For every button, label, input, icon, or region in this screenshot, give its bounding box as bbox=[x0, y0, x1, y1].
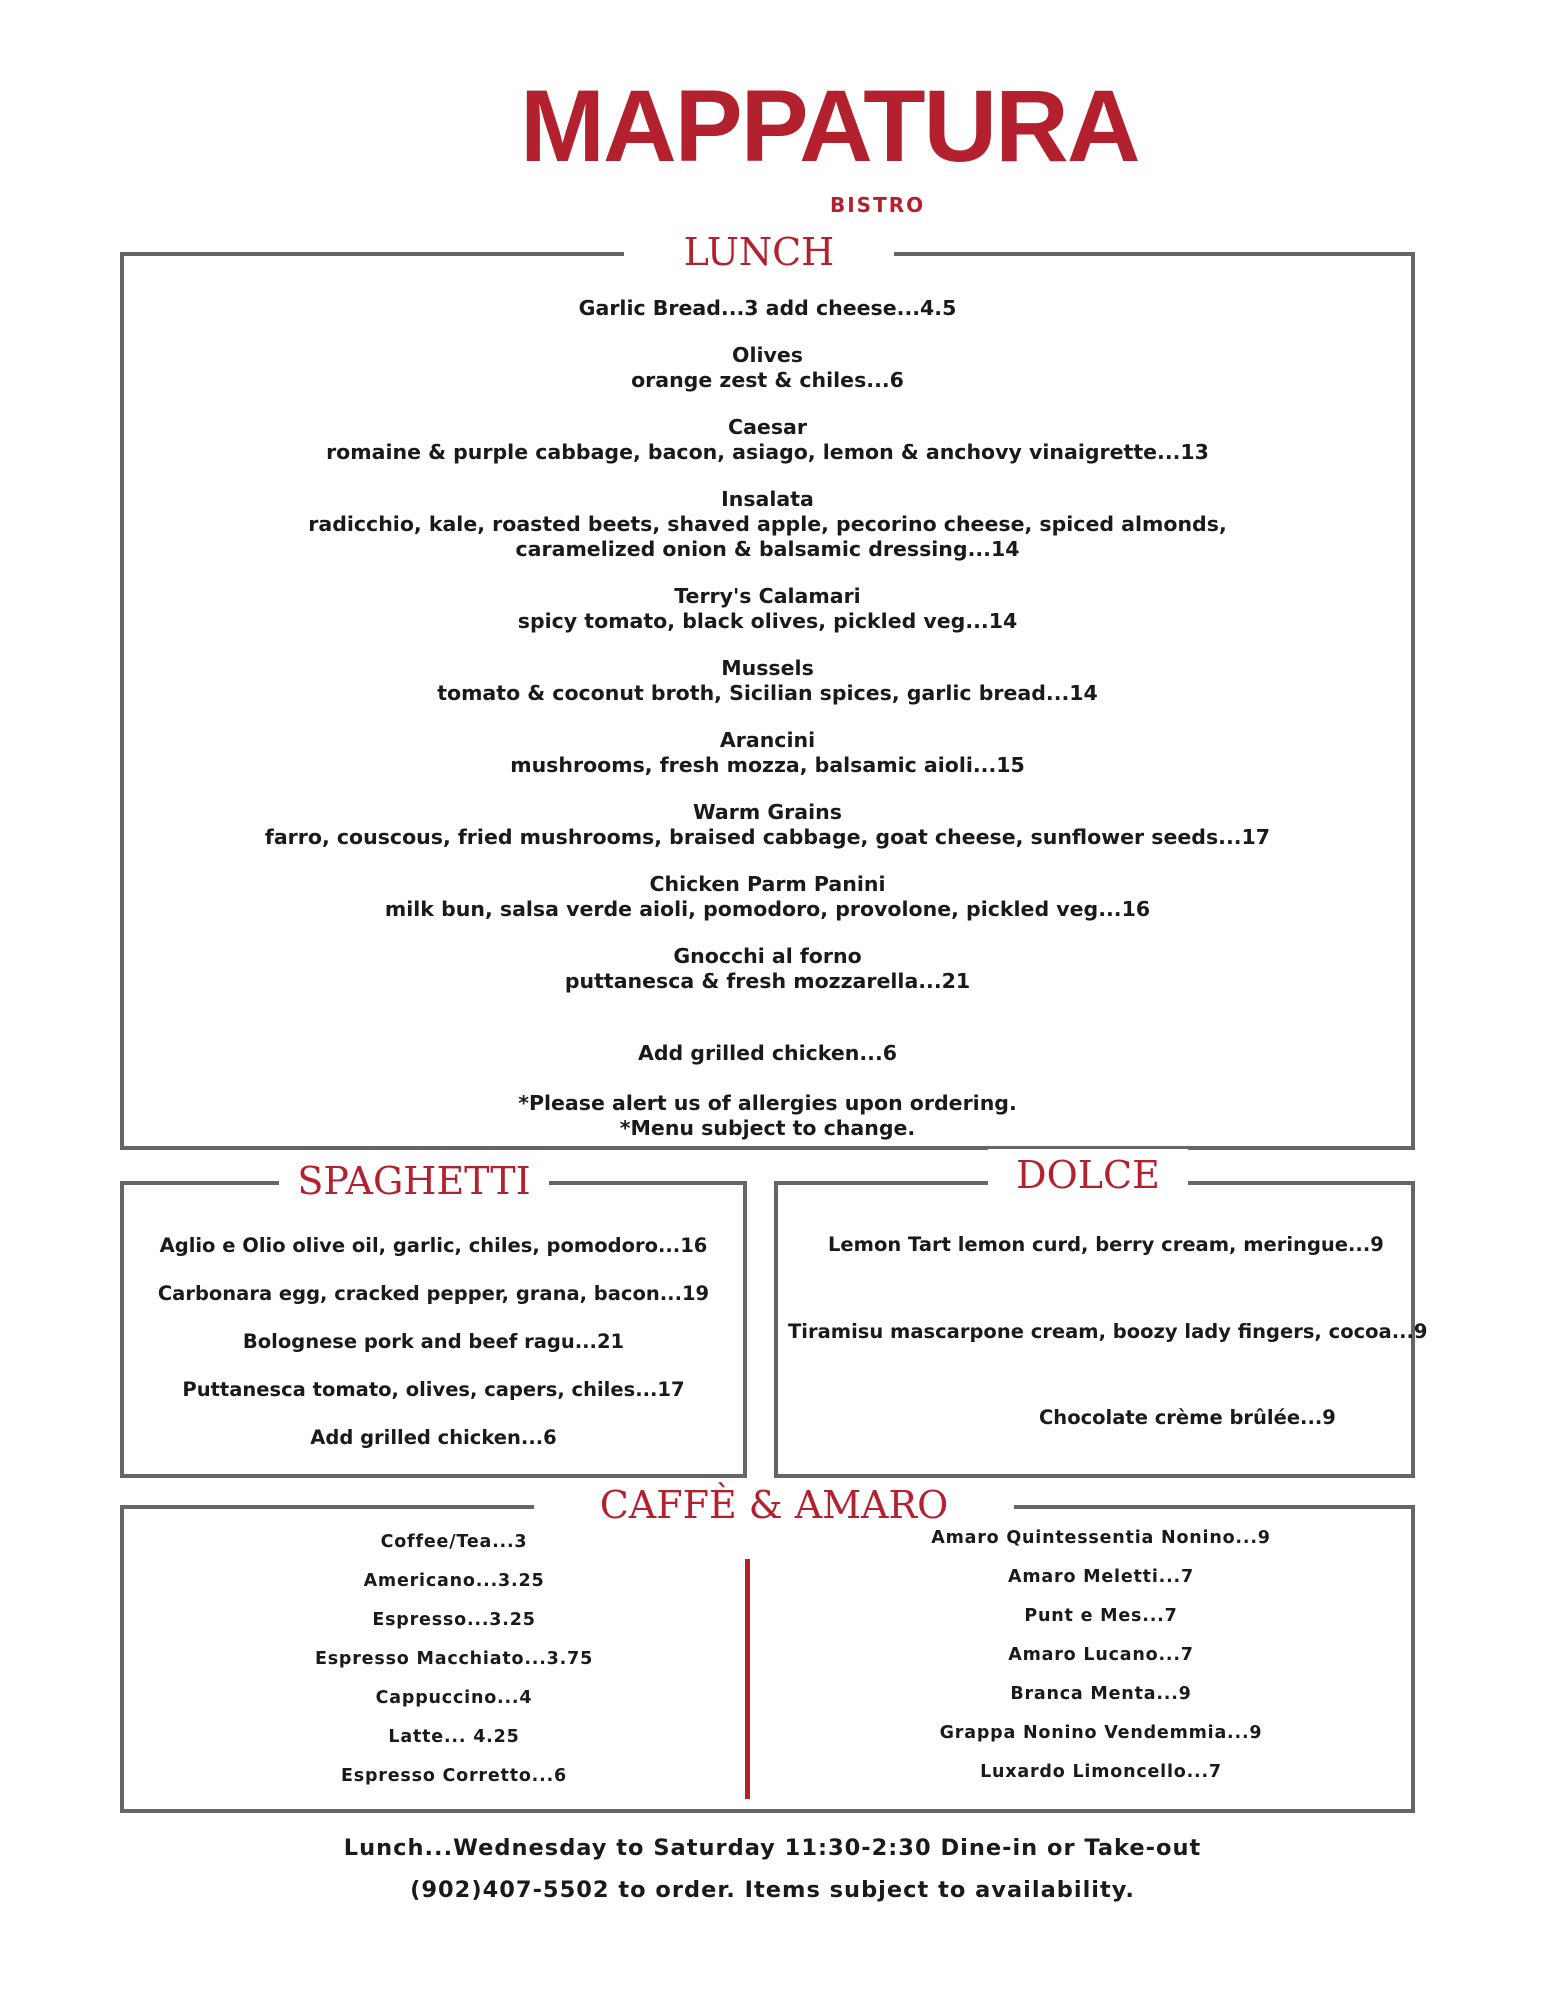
brand-subtitle: BISTRO bbox=[830, 193, 926, 217]
menu-item-description: romaine & purple cabbage, bacon, asiago, lemon & anchovy vinaigrette...13 bbox=[326, 440, 1209, 464]
spaghetti-title: SPAGHETTI bbox=[279, 1155, 549, 1207]
list-item: Espresso Corretto...6 bbox=[340, 1766, 567, 1786]
menu-item bbox=[124, 656, 1411, 706]
menu-item bbox=[124, 800, 1411, 850]
dolce-section bbox=[774, 1153, 1428, 1478]
allergy-note: *Please alert us of allergies upon ordering. bbox=[518, 1091, 1017, 1115]
list-item: Puttanesca tomato, olives, capers, chiles...17 bbox=[182, 1378, 685, 1401]
brand-name: MAPPATURA bbox=[520, 69, 1139, 183]
list-item: Luxardo Limoncello...7 bbox=[980, 1762, 1222, 1782]
menu-item-description: caramelized onion & balsamic dressing...14 bbox=[515, 537, 1020, 561]
brand-logo bbox=[520, 69, 1139, 225]
list-item: Espresso...3.25 bbox=[372, 1610, 536, 1630]
caffe-amaro-section bbox=[120, 1483, 1415, 1813]
menu-change-note: *Menu subject to change. bbox=[619, 1116, 916, 1140]
list-item: Chocolate crème brûlée...9 bbox=[1039, 1406, 1336, 1429]
list-item: Grappa Nonino Vendemmia...9 bbox=[939, 1723, 1263, 1743]
list-item: Carbonara egg, cracked pepper, grana, bacon...19 bbox=[157, 1282, 710, 1305]
list-item: Latte... 4.25 bbox=[388, 1727, 520, 1747]
menu-item-description: farro, couscous, fried mushrooms, braised cabbage, goat cheese, sunflower seeds...17 bbox=[264, 825, 1271, 849]
menu-item-name: Gnocchi al forno bbox=[673, 944, 862, 968]
menu-item-name: Caesar bbox=[728, 415, 807, 439]
menu-item-name: Insalata bbox=[721, 487, 814, 511]
amaro-list bbox=[821, 1527, 1381, 1800]
list-item: Amaro Meletti...7 bbox=[1008, 1567, 1194, 1587]
menu-item-name: Mussels bbox=[721, 656, 814, 680]
list-item: Amaro Lucano...7 bbox=[1008, 1645, 1194, 1665]
dolce-title: DOLCE bbox=[988, 1149, 1188, 1201]
list-item: Amaro Quintessentia Nonino...9 bbox=[931, 1528, 1271, 1548]
add-on-note: Add grilled chicken...6 bbox=[637, 1041, 898, 1065]
caffe-title: CAFFÈ & AMARO bbox=[534, 1479, 1014, 1531]
hours-info: Lunch...Wednesday to Saturday 11:30-2:30 Dine-in or Take-out bbox=[343, 1835, 1202, 1861]
menu-item-name: Terry's Calamari bbox=[674, 584, 861, 608]
menu-item bbox=[124, 296, 1411, 321]
menu-item bbox=[124, 487, 1411, 562]
menu-item bbox=[124, 728, 1411, 778]
lunch-section bbox=[120, 230, 1415, 1150]
menu-item bbox=[124, 343, 1411, 393]
menu-item-name: Chicken Parm Panini bbox=[649, 872, 886, 896]
list-item: Punt e Mes...7 bbox=[1024, 1606, 1178, 1626]
column-divider bbox=[745, 1559, 750, 1799]
menu-item-description: milk bun, salsa verde aioli, pomodoro, provolone, pickled veg...16 bbox=[384, 897, 1151, 921]
list-item: Cappuccino...4 bbox=[375, 1688, 533, 1708]
list-item: Branca Menta...9 bbox=[1010, 1684, 1192, 1704]
lunch-title: LUNCH bbox=[624, 226, 894, 278]
spaghetti-list bbox=[124, 1233, 743, 1473]
list-item: Aglio e Olio olive oil, garlic, chiles, pomodoro...16 bbox=[159, 1234, 708, 1257]
list-item: Coffee/Tea...3 bbox=[380, 1532, 528, 1552]
order-phone-info: (902)407-5502 to order. Items subject to availability. bbox=[410, 1877, 1135, 1903]
menu-item bbox=[124, 584, 1411, 634]
menu-item-description: mushrooms, fresh mozza, balsamic aioli...15 bbox=[510, 753, 1025, 777]
lunch-menu-list bbox=[124, 296, 1411, 1141]
menu-item-description: orange zest & chiles...6 bbox=[631, 368, 904, 392]
menu-item-description: puttanesca & fresh mozzarella...21 bbox=[564, 969, 971, 993]
list-item: Americano...3.25 bbox=[363, 1571, 545, 1591]
coffee-list bbox=[174, 1531, 734, 1804]
spaghetti-section bbox=[120, 1159, 747, 1478]
list-item: Espresso Macchiato...3.75 bbox=[314, 1649, 594, 1669]
menu-item bbox=[124, 415, 1411, 465]
menu-item bbox=[124, 944, 1411, 994]
menu-item-description: radicchio, kale, roasted beets, shaved apple, pecorino cheese, spiced almonds, bbox=[308, 512, 1227, 536]
menu-item bbox=[124, 872, 1411, 922]
list-item: Add grilled chicken...6 bbox=[310, 1426, 557, 1449]
list-item: Tiramisu mascarpone cream, boozy lady fingers, cocoa...9 bbox=[788, 1320, 1428, 1343]
menu-item-name: Garlic Bread...3 add cheese...4.5 bbox=[578, 296, 957, 320]
menu-item-name: Warm Grains bbox=[693, 800, 842, 824]
menu-item-description: spicy tomato, black olives, pickled veg...14 bbox=[517, 609, 1018, 633]
menu-item-description: tomato & coconut broth, Sicilian spices, garlic bread...14 bbox=[437, 681, 1098, 705]
list-item: Bolognese pork and beef ragu...21 bbox=[242, 1330, 625, 1353]
list-item: Lemon Tart lemon curd, berry cream, meringue...9 bbox=[828, 1233, 1384, 1256]
menu-item-name: Arancini bbox=[719, 728, 816, 752]
menu-item-name: Olives bbox=[732, 343, 803, 367]
